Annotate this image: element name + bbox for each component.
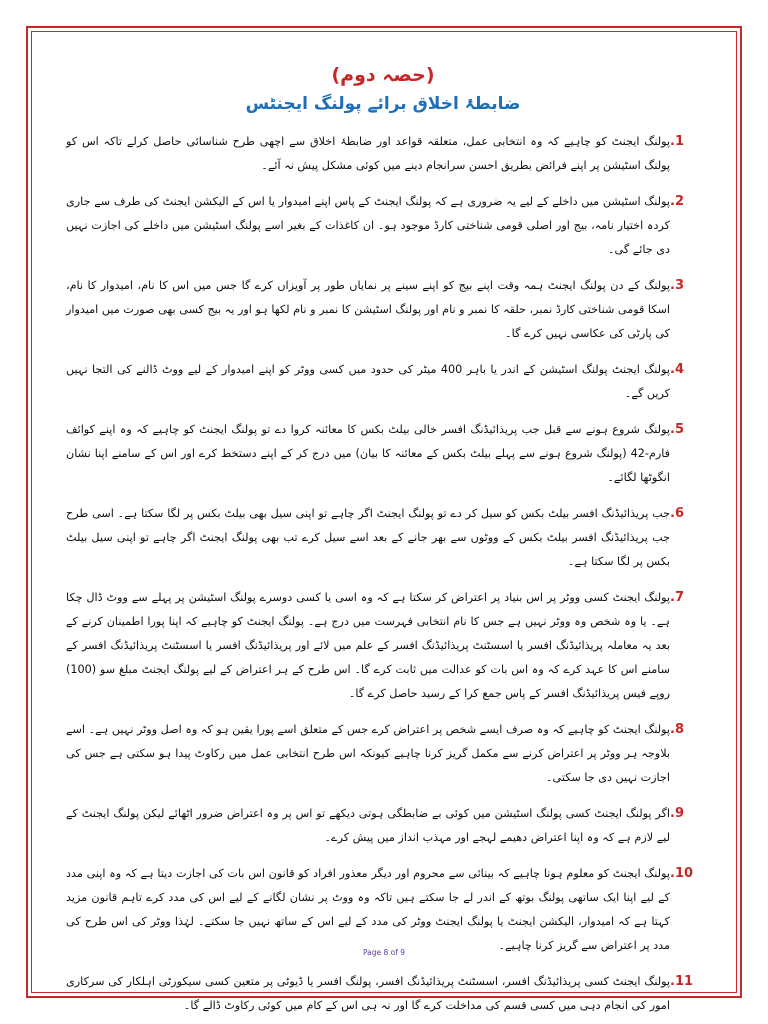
item-text: پولنگ کے دن پولنگ ایجنٹ ہمہ وقت اپنے بیج کو اپنے سینے پر نمایاں طور پر آویزاں کرے گا جس میں اس کا نام، امیدوار کا نام، اسکا قومی شناختی کارڈ نمبر، حلقہ کا نمبر و نام اور پولنگ اسٹیشن کا نمبر و نام لکھا ہو اور یہ بیج کسی بھی صورت میں امیدوار کی پارٹی کی عکاسی نہیں کرے گا۔ bbox=[66, 279, 670, 340]
list-item bbox=[60, 586, 706, 706]
page-number: Page 8 of 9 bbox=[362, 948, 406, 957]
item-number: .10 bbox=[670, 866, 694, 881]
item-number: .7 bbox=[670, 590, 684, 605]
item-text: پولنگ ایجنٹ کو چاہیے کہ وہ صرف ایسے شخص پر اعتراض کرے جس کے متعلق اسے پورا یقین ہو کہ وہ اصل ووٹر نہیں ہے۔ اسے بلاوجہ ہر ووٹر پر اعتراض کرنے سے مکمل گریز کرنا چاہیے کیونکہ اس طرح انتخابی عمل میں رکاوٹ پیدا ہو سکتی ہے جس کی اجازت نہیں دی جا سکتی۔ bbox=[66, 723, 670, 784]
item-number: .9 bbox=[670, 806, 684, 821]
list-item bbox=[60, 130, 706, 178]
list-item bbox=[60, 274, 706, 346]
list-item bbox=[60, 802, 706, 850]
item-text: جب پریذائیڈنگ افسر بیلٹ بکس کو سیل کر دے تو پولنگ ایجنٹ اگر چاہے تو اپنی سیل بھی بیلٹ بکس پر لگا سکتا ہے۔ اسی طرح جب پریذائیڈنگ افسر بیلٹ بکس کے ووٹوں سے بھر جانے کے بعد اسے سیل کرے تب بھی پولنگ ایجنٹ اگر چاہے تو اپنی سیل بیلٹ بکس پر لگا سکتا ہے۔ bbox=[66, 507, 670, 568]
list-item bbox=[60, 190, 706, 262]
item-text: پولنگ اسٹیشن میں داخلے کے لیے یہ ضروری ہے کہ پولنگ ایجنٹ کے پاس اپنے امیدوار یا اس کے الیکشن ایجنٹ کی طرف سے جاری کردہ اختیار نامہ، بیج اور اصلی قومی شناختی کارڈ موجود ہو۔ ان کاغذات کے بغیر اسے پولنگ اسٹیشن میں داخلے کی اجازت نہیں دی جائے گی۔ bbox=[66, 195, 670, 256]
item-text: اگر پولنگ ایجنٹ کسی پولنگ اسٹیشن میں کوئی بے ضابطگی ہوتی دیکھے تو اس پر وہ اعتراض ضرور اٹھائے لیکن پولنگ ایجنٹ کے لیے لازم ہے کہ وہ اپنا اعتراض دھیمے لہجے اور مہذب انداز میں پیش کرے۔ bbox=[66, 807, 670, 844]
item-number: .6 bbox=[670, 506, 684, 521]
list-item bbox=[60, 718, 706, 790]
item-number: .4 bbox=[670, 362, 684, 377]
list-item bbox=[60, 502, 706, 574]
item-text: پولنگ شروع ہونے سے قبل جب پریذائیڈنگ افسر خالی بیلٹ بکس کا معائنہ کروا دے تو پولنگ ایجنٹ کو چاہیے کہ وہ اپنے کوائف فارم-42 (پولنگ شروع ہونے سے پہلے بیلٹ بکس کے معائنہ کا بیان) میں درج کر کے اپنے دستخط کرے اور اس کے سامنے اپنا نشان انگوٹھا لگائے۔ bbox=[66, 423, 670, 484]
item-text: پولنگ ایجنٹ کسی ووٹر پر اس بنیاد پر اعتراض کر سکتا ہے کہ وہ اسی یا کسی دوسرے پولنگ اسٹیشن پر پہلے سے ووٹ ڈال چکا ہے۔ یا وہ شخص وہ ووٹر نہیں ہے جس کا نام انتخابی فہرست میں درج ہے۔ پولنگ ایجنٹ کو چاہیے کہ اپنا پورا اطمینان کرنے کے بعد یہ معاملہ پریذائیڈنگ افسر یا اسسٹنٹ پریذائیڈنگ افسر کے علم میں لائے اور پریذائیڈنگ افسر یا اسسٹنٹ پریذائیڈنگ افسر کے سامنے اس کا عہد کرے کہ وہ اس بات کو عدالت میں ثابت کرے گا۔ اس طرح کے ہر اعتراض کے لیے پولنگ ایجنٹ مبلغ سو (100) روپے فیس پریذائیڈنگ افسر کے پاس جمع کرا کے رسید حاصل کرے گا۔ bbox=[66, 591, 670, 700]
list-item bbox=[60, 418, 706, 490]
item-number: .8 bbox=[670, 722, 684, 737]
item-text: پولنگ ایجنٹ کو چاہیے کہ وہ انتخابی عمل، متعلقہ قواعد اور ضابطۂ اخلاق سے اچھی طرح شناسائی حاصل کرلے تاکہ اس کو پولنگ اسٹیشن پر اپنے فرائض بطریق احسن سرانجام دینے میں کوئی مشکل پیش نہ آئے۔ bbox=[66, 135, 670, 172]
list-item bbox=[60, 358, 706, 406]
list-item bbox=[60, 970, 706, 1018]
item-number: .1 bbox=[670, 134, 684, 149]
item-text: پولنگ ایجنٹ پولنگ اسٹیشن کے اندر یا باہر 400 میٹر کی حدود میں کسی ووٹر کو اپنے امیدوار کے لیے ووٹ ڈالنے کی التجا نہیں کریں گے۔ bbox=[66, 363, 670, 400]
item-text: پولنگ ایجنٹ کسی پریذائیڈنگ افسر، اسسٹنٹ پریذائیڈنگ افسر، پولنگ افسر یا ڈیوٹی پر متعین کسی سیکورٹی اہلکار کی سرکاری امور کی انجام دہی میں کسی قسم کی مداخلت کرے گا اور نہ ہی اس کے کام میں کوئی رکاوٹ ڈالے گا۔ bbox=[66, 975, 670, 1012]
item-text: پولنگ ایجنٹ کو معلوم ہونا چاہیے کہ بینائی سے محروم اور دیگر معذور افراد کو قانون اس بات کی اجازت دیتا ہے کہ وہ اپنی مدد کے لیے اپنا ایک ساتھی پولنگ بوتھ کے اندر لے جا سکتے ہیں تاکہ وہ ووٹ پر نشان لگانے کے لیے اس کی مدد کرے تاہم قانون مزید کہتا ہے کہ امیدوار، الیکشن ایجنٹ یا پولنگ ایجنٹ ووٹر کی مدد کے لیے اس کے ساتھ نہیں جا سکتے۔ لہٰذا ووٹر کی اس طرح کی مدد پر اعتراض سے گریز کرنا چاہیے۔ bbox=[66, 867, 670, 952]
list-item bbox=[60, 862, 706, 958]
code-of-conduct-list bbox=[60, 130, 706, 1018]
item-number: .3 bbox=[670, 278, 684, 293]
item-number: .5 bbox=[670, 422, 684, 437]
document-body bbox=[60, 62, 706, 1012]
part-heading: (حصہ دوم) bbox=[331, 64, 435, 86]
item-number: .11 bbox=[670, 974, 694, 989]
item-number: .2 bbox=[670, 194, 684, 209]
page-title: ضابطۂ اخلاق برائے پولنگ ایجنٹس bbox=[245, 94, 521, 114]
